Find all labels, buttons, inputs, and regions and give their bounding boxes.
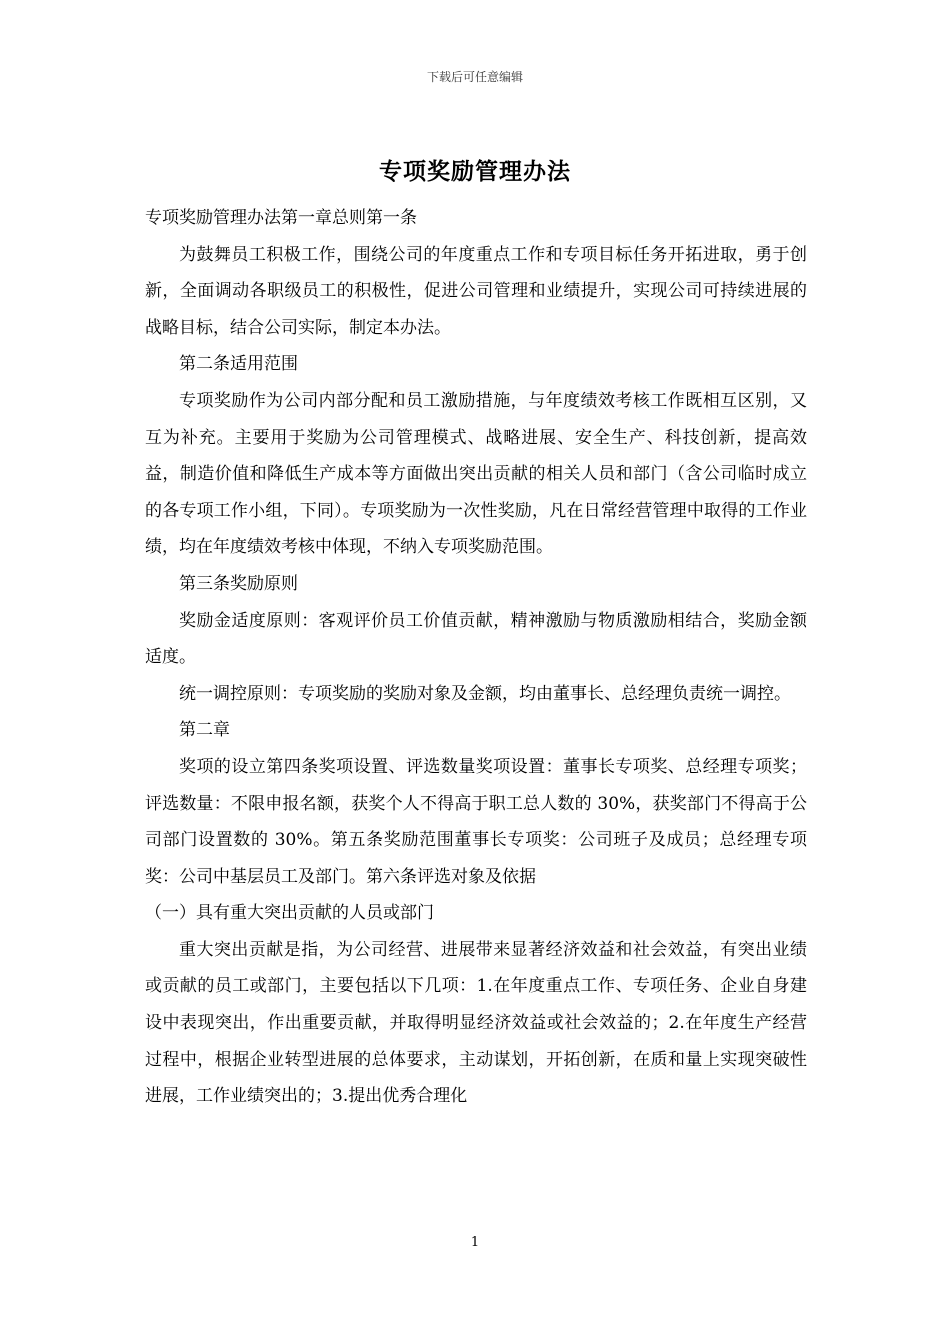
- document-body: [145, 200, 807, 1115]
- page-header-note: 下载后可任意编辑: [426, 70, 523, 84]
- section-heading: 第三条奖励原则: [179, 573, 298, 594]
- paragraph: 统一调控原则：专项奖励的奖励对象及金额，均由董事长、总经理负责统一调控。: [179, 683, 791, 704]
- chapter-heading: 第二章: [179, 720, 230, 741]
- paragraph: 重大突出贡献是指，为公司经营、进展带来显著经济效益和社会效益，有突出业绩或贡献的员工或部门，主要包括以下几项：1.在年度重点工作、专项任务、企业自身建设中表现突出，作出重要贡献，并取得明显经济效益或社会效益的；2.在年度生产经营过程中，根据企业转型进展的总体要求，主动谋划，开拓创新，在质和量上实现突破性进展，工作业绩突出的；3.提出优秀合理化: [145, 939, 807, 1107]
- paragraph: 专项奖励管理办法第一章总则第一条: [145, 208, 417, 228]
- subsection-heading: （一）具有重大突出贡献的人员或部门: [145, 903, 434, 924]
- paragraph: 为鼓舞员工积极工作，围绕公司的年度重点工作和专项目标任务开拓进取，勇于创新，全面调动各职级员工的积极性，促进公司管理和业绩提升，实现公司可持续进展的战略目标，结合公司实际，制定本办法。: [145, 244, 807, 338]
- paragraph: 奖励金适度原则：客观评价员工价值贡献，精神激励与物质激励相结合，奖励金额适度。: [145, 610, 807, 668]
- page-number: 1: [470, 1235, 480, 1250]
- section-heading: 第二条适用范围: [179, 354, 298, 375]
- paragraph: 专项奖励作为公司内部分配和员工激励措施，与年度绩效考核工作既相互区别，又互为补充。主要用于奖励为公司管理模式、战略进展、安全生产、科技创新，提高效益，制造价值和降低生产成本等方面做出突出贡献的相关人员和部门（含公司临时成立的各专项工作小组，下同）。专项奖励为一次性奖励，凡在日常经营管理中取得的工作业绩，均在年度绩效考核中体现，不纳入专项奖励范围。: [145, 390, 807, 558]
- paragraph: 奖项的设立第四条奖项设置、评选数量奖项设置：董事长专项奖、总经理专项奖；评选数量：不限申报名额，获奖个人不得高于职工总人数的 30%，获奖部门不得高于公司部门设置数的 30%。第五条奖励范围董事长专项奖：公司班子及成员；总经理专项奖：公司中基层员工及部门。第六条评选对象及依据: [145, 756, 807, 887]
- document-title: 专项奖励管理办法: [379, 158, 571, 185]
